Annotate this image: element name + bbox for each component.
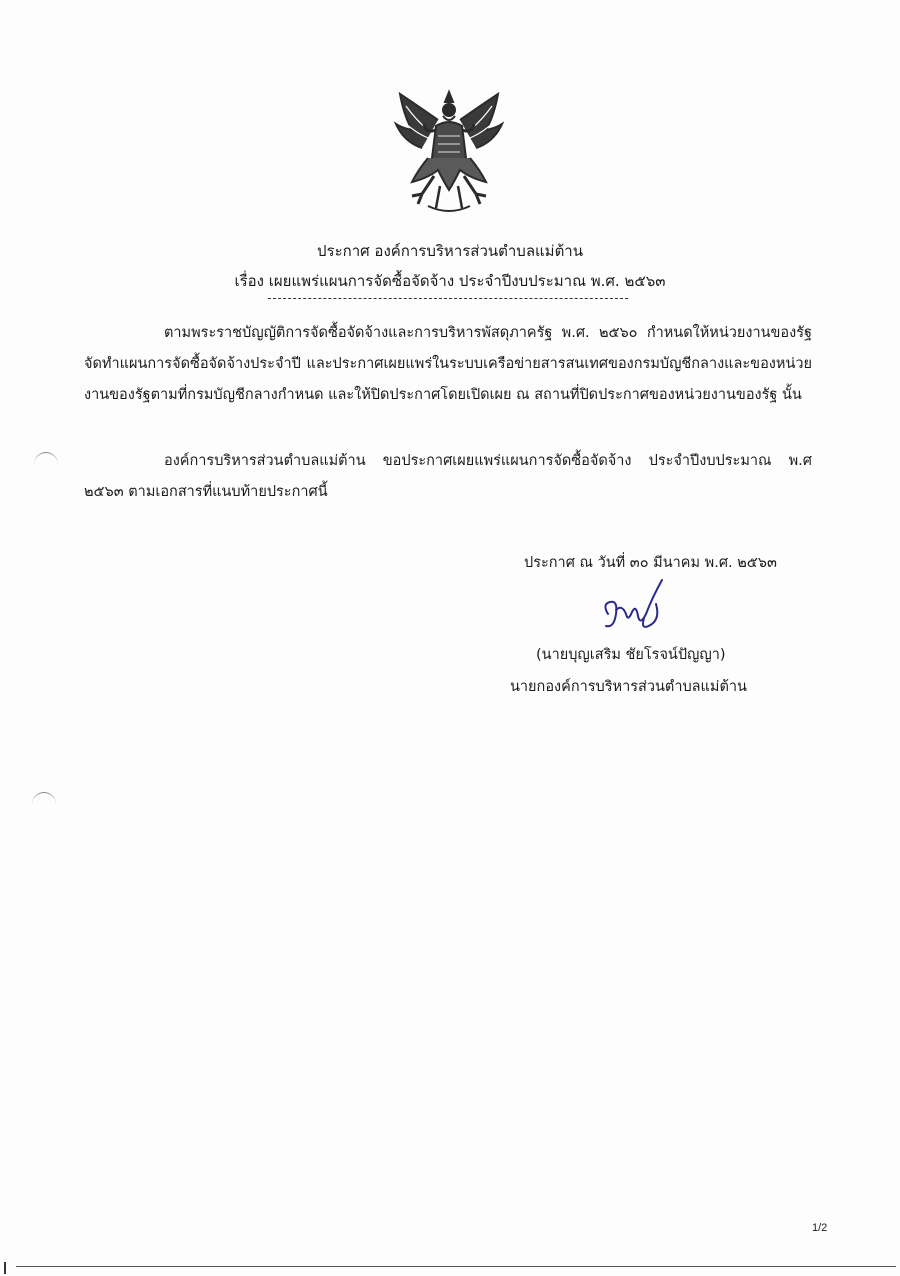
page-bottom-edge	[16, 1266, 896, 1267]
scan-edge-mark	[4, 1262, 6, 1274]
body-paragraph-2: องค์การบริหารส่วนตำบลแม่ต้าน ขอประกาศเผยแพร่แผนการจัดซื้อจัดจ้าง ประจำปีงบประมาณ พ.ศ ๒๕๖๓ ตามเอกสารที่แนบท้ายประกาศนี้	[84, 453, 812, 500]
announcement-subject: เรื่อง เผยแพร่แผนการจัดซื้อจัดจ้าง ประจำปีงบประมาณ พ.ศ. ๒๕๖๓	[234, 272, 666, 290]
page-number: 1/2	[812, 1222, 828, 1234]
punch-hole-mark	[32, 792, 56, 817]
punch-hole-mark	[34, 452, 58, 477]
signer-name: (นายบุญเสริม ชัยโรจน์ปัญญา)	[536, 647, 726, 663]
announcement-header	[0, 236, 900, 296]
handwritten-signature	[596, 574, 696, 644]
body-paragraph-1: ตามพระราชบัญญัติการจัดซื้อจัดจ้างและการบริหารพัสดุภาครัฐ พ.ศ. ๒๕๖๐ กำหนดให้หน่วยงานของรัฐจัดทำแผนการจัดซื้อจัดจ้างประจำปี และประกาศเผยแพร่ในระบบเครือข่ายสารสนเทศของกรมบัญชีกลางและของหน่วยงานของรัฐตามที่กรมบัญชีกลางกำหนด และให้ปิดประกาศโดยเปิดเผย ณ สถานที่ปิดประกาศของหน่วยงานของรัฐ นั้น	[84, 325, 812, 403]
header-divider	[268, 298, 628, 299]
signer-position: นายกองค์การบริหารส่วนตำบลแม่ต้าน	[510, 679, 747, 695]
garuda-emblem-icon	[388, 86, 510, 216]
announcement-title: ประกาศ องค์การบริหารส่วนตำบลแม่ต้าน	[317, 242, 583, 260]
announcement-date: ประกาศ ณ วันที่ ๓๐ มีนาคม พ.ศ. ๒๕๖๓	[524, 555, 777, 571]
